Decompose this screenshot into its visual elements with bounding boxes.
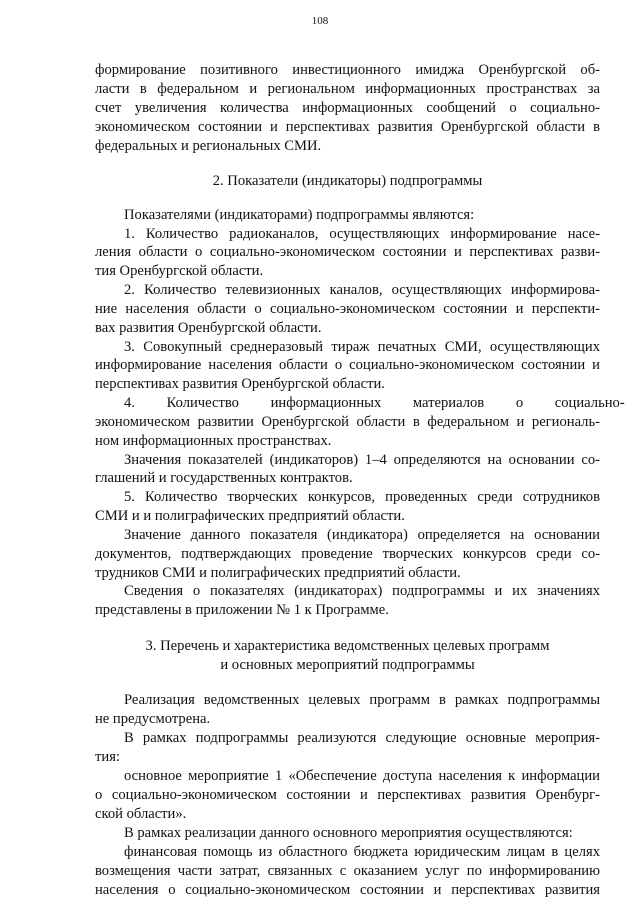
text-line: Значения показателей (индикаторов) 1–4 определяются на основании со- (124, 452, 600, 468)
text-line: Значение данного показателя (индикатора) определяется на основании (124, 527, 600, 543)
text-line: документов, подтверждающих проведение творческих конкурсов среди со- (95, 546, 600, 562)
text-line: 5. Количество творческих конкурсов, проведенных среди сотрудников (124, 489, 600, 505)
text-line: 1. Количество радиоканалов, осуществляющих информирование насе- (124, 226, 600, 242)
text-line: возмещения части затрат, связанных с оказанием услуг по информированию (95, 863, 600, 879)
text-line: формирование позитивного инвестиционного имиджа Оренбургской об- (95, 62, 600, 78)
text-line: не предусмотрена. (95, 711, 211, 727)
text-line: В рамках подпрограммы реализуются следующие основные мероприя- (124, 730, 600, 746)
text-line: счет увеличения количества информационных сообщений о социально- (95, 100, 600, 116)
text-line: трудников СМИ и полиграфических предприятий области. (95, 565, 461, 581)
text-line: информирование населения области о социально-экономическом состоянии и (95, 357, 600, 373)
text-line: населения о социально-экономическом состоянии и перспективах развития (95, 882, 600, 898)
page-number: 108 (311, 15, 329, 27)
section-heading: 2. Показатели (индикаторы) подпрограммы (212, 173, 483, 189)
text-line: финансовая помощь из областного бюджета юридическим лицам в целях (124, 844, 600, 860)
text-line: Показателями (индикаторами) подпрограммы являются: (124, 207, 475, 223)
text-line: 4. Количество информационных материалов о социально- (124, 395, 625, 411)
section-heading: 3. Перечень и характеристика ведомственных целевых программ (145, 638, 550, 654)
text-line: основное мероприятие 1 «Обеспечение доступа населения к информации (124, 768, 600, 784)
text-line: тия: (95, 749, 120, 765)
text-line: 3. Совокупный среднеразовый тираж печатных СМИ, осуществляющих (124, 339, 600, 355)
text-line: ской области». (95, 806, 187, 822)
text-line: ласти в федеральном и региональном информационных пространствах за (95, 81, 600, 97)
text-line: вах развития Оренбургской области. (95, 320, 322, 336)
text-line: о социально-экономическом состоянии и перспективах развития Оренбург- (95, 787, 600, 803)
text-line: Реализация ведомственных целевых программ в рамках подпрограммы (124, 692, 600, 708)
text-line: перспективах развития Оренбургской области. (95, 376, 385, 392)
text-line: экономическом развитии Оренбургской области в федеральном и региональ- (95, 414, 600, 430)
text-line: СМИ и и полиграфических предприятий области. (95, 508, 405, 524)
text-line: ном информационных пространствах. (95, 433, 332, 449)
text-line: федеральных и региональных СМИ. (95, 138, 322, 154)
text-line: Сведения о показателях (индикаторах) подпрограммы и их значениях (124, 583, 600, 599)
text-line: ние населения области о социально-экономическом состоянии и перспекти- (95, 301, 600, 317)
text-line: глашений и государственных контрактов. (95, 470, 353, 486)
text-line: тия Оренбургской области. (95, 263, 264, 279)
text-line: экономическом состоянии и перспективах развития Оренбургской области в (95, 119, 600, 135)
text-line: В рамках реализации данного основного мероприятия осуществляются: (124, 825, 573, 841)
section-heading: и основных мероприятий подпрограммы (220, 657, 475, 673)
text-line: представлены в приложении № 1 к Программе. (95, 602, 389, 618)
text-line: ления области о социально-экономическом состоянии и перспективах разви- (95, 244, 600, 260)
text-line: 2. Количество телевизионных каналов, осуществляющих информирова- (124, 282, 600, 298)
